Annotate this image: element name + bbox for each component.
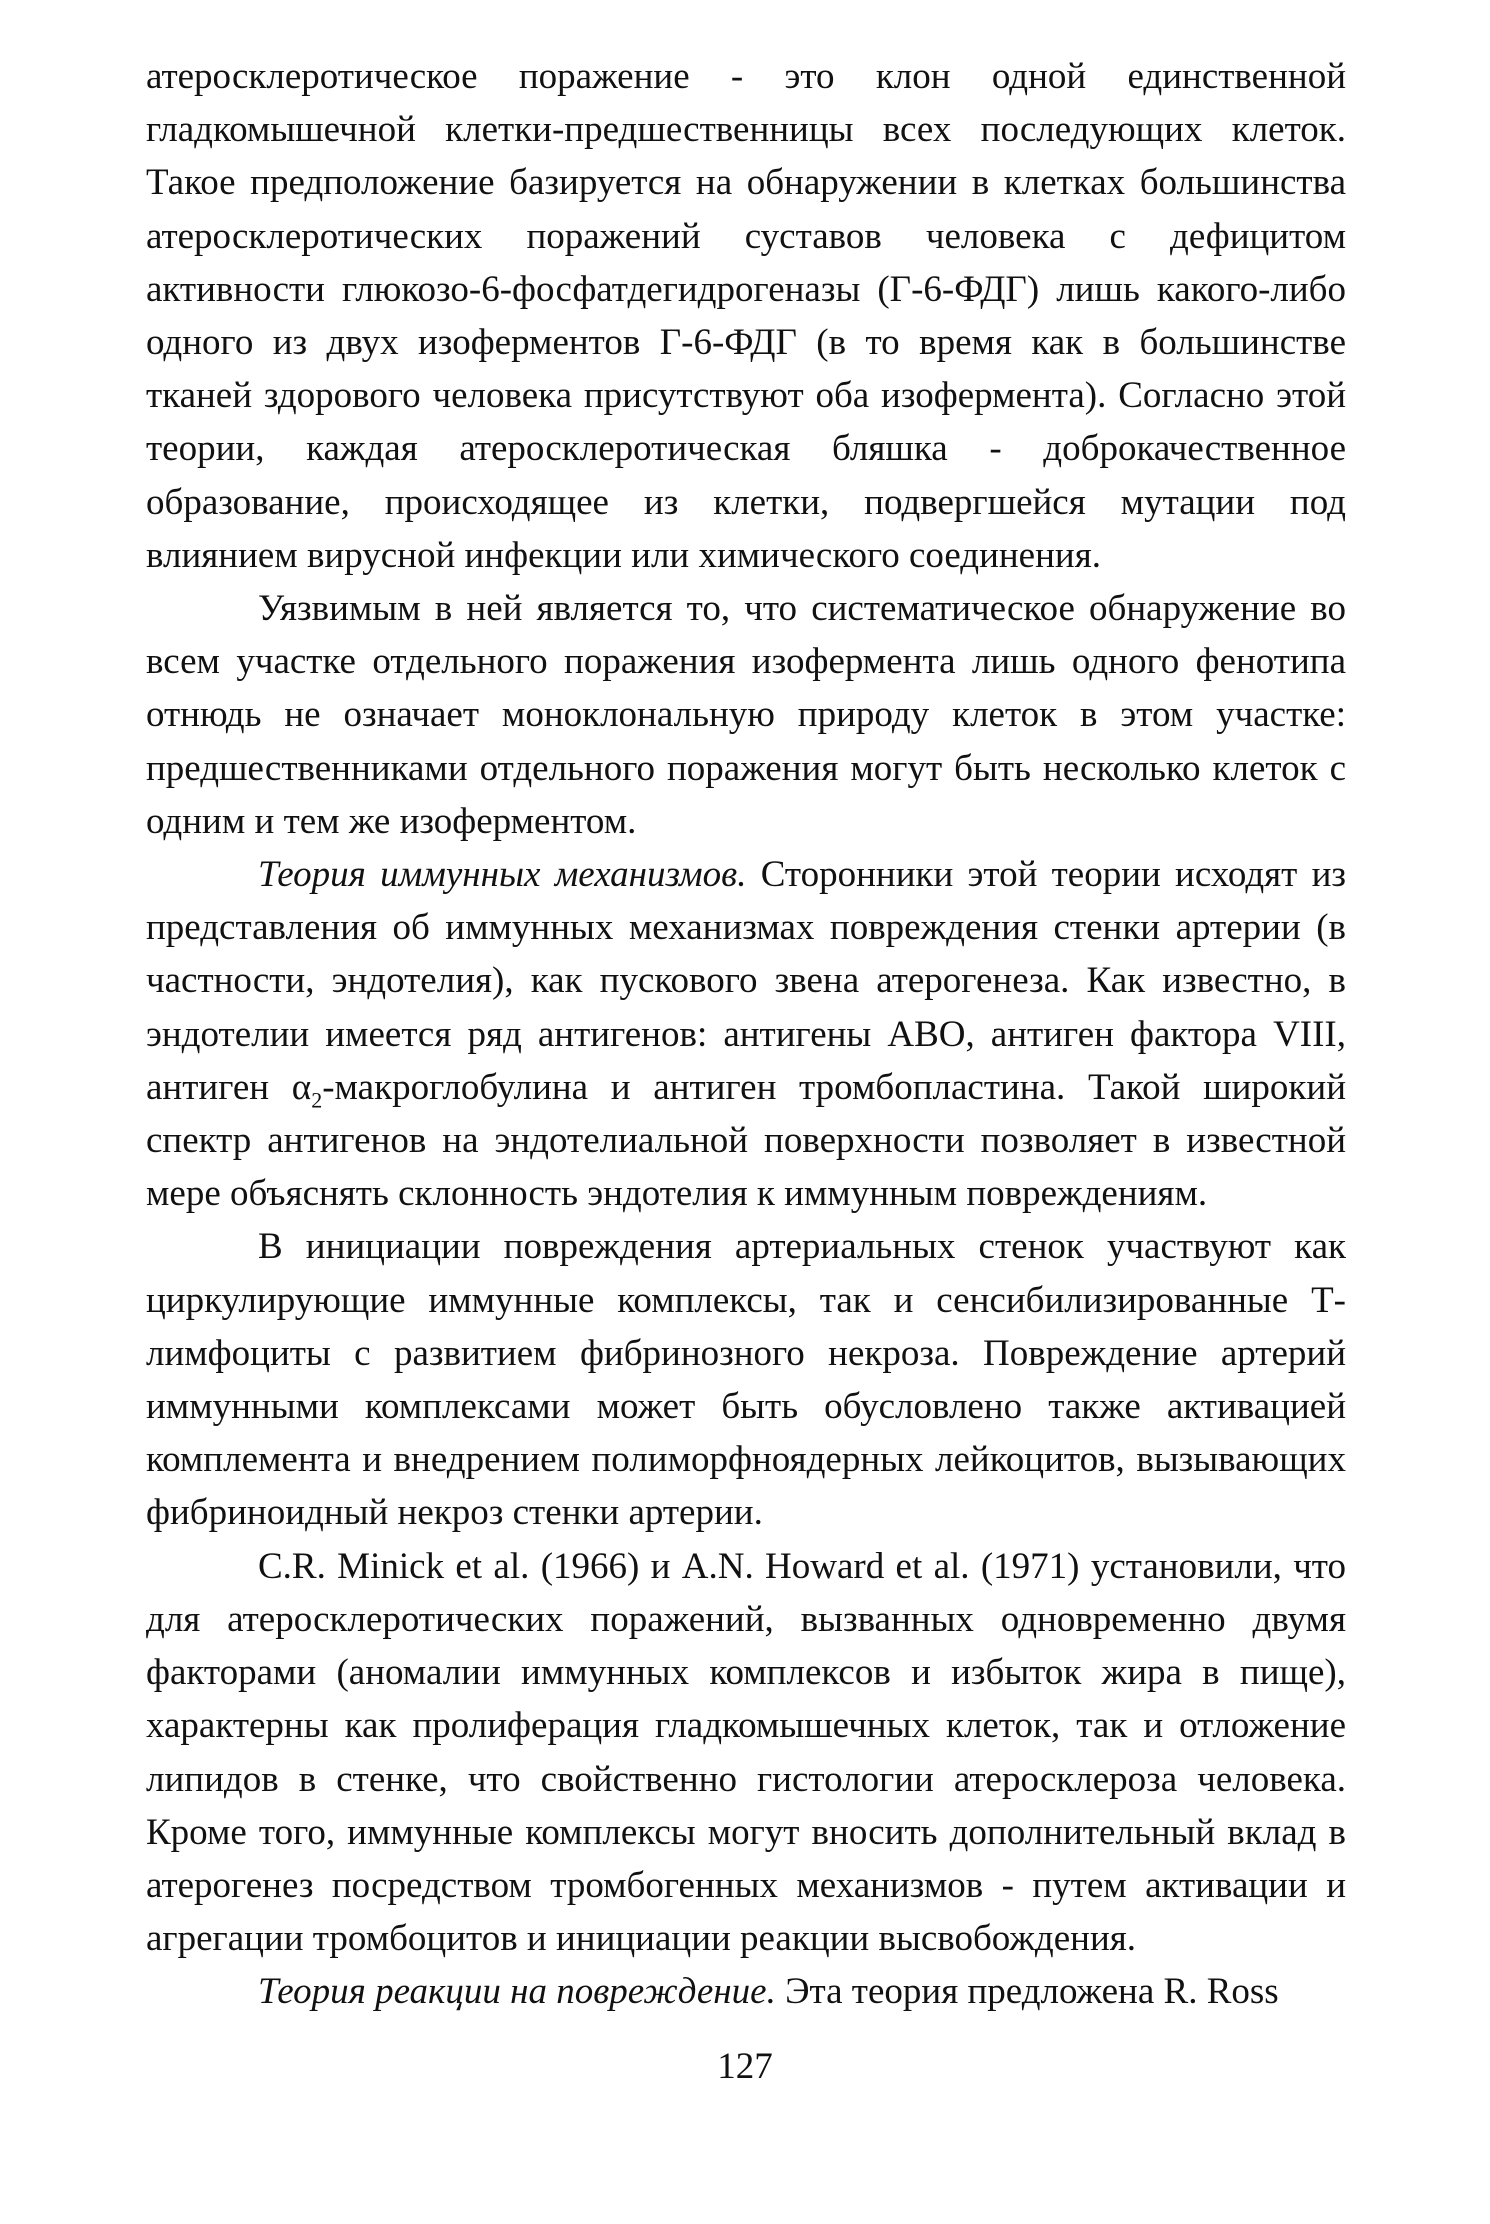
page-body [146,50,1346,2019]
paragraph-3 [146,848,1346,1220]
paragraph-6-text: Эта теория предложена R. Ross [775,1971,1279,2013]
paragraph-4 [146,1220,1346,1539]
section-heading-immune: Теория иммунных механизмов. [258,854,747,896]
section-heading-injury: Теория реакции на повреждение. [258,1971,776,2013]
paragraph-6 [146,1965,1346,2018]
page-number: 127 [717,2046,773,2087]
paragraph-1 [146,50,1346,582]
paragraph-3-text-before: Сторонники этой теории исходят из представления об иммунных механизмах повреждения стенки артерии (в частности, эндотелия), как пускового звена атерогенеза. Как известно, в эндотелии имеется ряд антигенов: антигены АВО, антиген фактора VIII, антиген α [146,854,1346,1108]
paragraph-3-text-after: -макроглобулина и антиген тромбопластина. Такой широкий спектр антигенов на эндотелиальной поверхности позволяет в известной мере объяснять склонность эндотелия к иммунным повреждениям. [146,1066,1347,1215]
paragraph-2 [146,582,1346,848]
paragraph-1-text: атеросклеротическое поражение - это клон одной единственной гладкомышечной клетки-предшественницы всех последующих клеток. Такое предположение базируется на обнаружении в клетках большинства атеросклеротических поражений суставов человека с дефицитом активности глюкозо-6-фосфатдегидрогеназы (Г-6-ФДГ) лишь какого-либо одного из двух изоферментов Г-6-ФДГ (в то время как в большинстве тканей здорового человека присутствуют оба изофермента). Согласно этой теории, каждая атеросклеротическая бляшка - доброкачественное образование, происходящее из клетки, подвергшейся мутации под влиянием вирусной инфекции или химического соединения. [146,56,1346,576]
paragraph-5-text: C.R. Minick et al. (1966) и A.N. Howard et al. (1971) установили, что для атеросклеротических поражений, вызванных одновременно двумя факторами (аномалии иммунных комплексов и избыток жира в пище), характерны как пролиферация гладкомышечных клеток, так и отложение липидов в стенке, что свойственно гистологии атеросклероза человека. Кроме того, иммунные комплексы могут вносить дополнительный вклад в атерогенез посредством тромбогенных механизмов - путем активации и агрегации тромбоцитов и инициации реакции высвобождения. [146,1545,1346,1960]
paragraph-5 [146,1540,1346,1966]
paragraph-4-text: В инициации повреждения артериальных стенок участвуют как циркулирующие иммунные комплексы, так и сенсибилизированные Т-лимфоциты с развитием фибринозного некроза. Повреждение артерий иммунными комплексами может быть обусловлено также активацией комплемента и внедрением полиморфноядерных лейкоцитов, вызывающих фибриноидный некроз стенки артерии. [146,1226,1346,1534]
paragraph-3-subscript: 2 [311,1087,323,1113]
paragraph-2-text: Уязвимым в ней является то, что систематическое обнаружение во всем участке отдельного поражения изофермента лишь одного фенотипа отнюдь не означает моноклональную природу клеток в этом участке: предшественниками отдельного поражения могут быть несколько клеток с одним и тем же изоферментом. [146,588,1346,842]
